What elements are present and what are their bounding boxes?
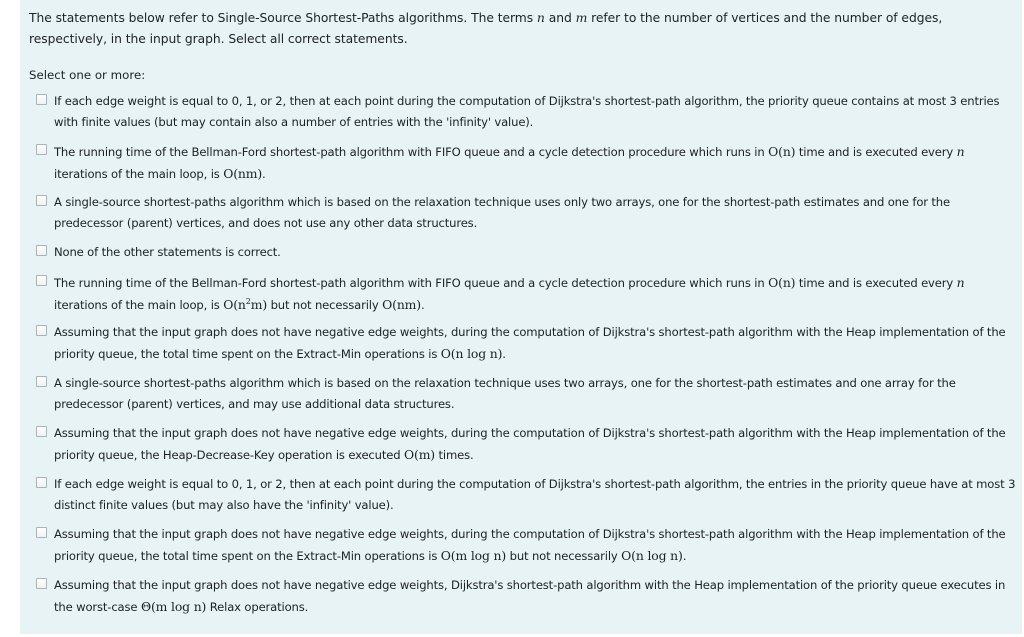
option-7-label[interactable]: A single-source shortest-paths algorithm which is based on the relaxation technique uses two arrays, one for the shortest-path estimates and one array for the predecessor (parent) vertices, and may use additional data structures. — [54, 376, 956, 411]
math-expression: O(n log n) — [621, 548, 683, 563]
question-rest: refer to the number of vertices and the number of edges, respectively, in the input graph. Select all correct statements. — [29, 11, 943, 46]
option-6-checkbox[interactable] — [36, 325, 47, 336]
option-10-checkbox[interactable] — [36, 527, 47, 538]
option-7-checkbox[interactable] — [36, 376, 47, 387]
answer-option-9[interactable] — [36, 474, 1016, 516]
question-intro: The statements below refer to Single-Source Shortest-Paths algorithms. The terms — [29, 11, 534, 25]
answer-option-10[interactable] — [36, 524, 1016, 567]
math-expression: O(nm) — [382, 297, 421, 312]
math-expression: O(m log n) — [440, 548, 507, 563]
math-expression: Θ(m log n) — [140, 599, 207, 614]
variable-n: n — [536, 10, 545, 25]
math-expression: O(n) — [768, 144, 796, 159]
answer-option-4[interactable] — [36, 242, 1016, 263]
select-prompt: Select one or more: — [29, 68, 146, 82]
math-expression: O(nm) — [223, 166, 263, 181]
answer-option-11[interactable] — [36, 575, 1016, 618]
option-3-label[interactable]: A single-source shortest-paths algorithm which is based on the relaxation technique uses only two arrays, one for the shortest-path estimates and one for the predecessor (parent) vertices, and does not use any other data structures. — [54, 195, 950, 230]
option-11-label[interactable]: Assuming that the input graph does not have negative edge weights, Dijkstra's shortest-path algorithm with the Heap implementation of the priority queue executes in the worst-case Θ(m log n) Relax operations. — [54, 578, 1006, 614]
option-9-label[interactable]: If each edge weight is equal to 0, 1, or 2, then at each point during the computation of Dijkstra's shortest-path algorithm, the entries in the priority queue have at most 3 distinct finite values (but may also have the 'infinity' value). — [54, 477, 1016, 512]
option-1-label[interactable]: If each edge weight is equal to 0, 1, or 2, then at each point during the computation of Dijkstra's shortest-path algorithm, the priority queue contains at most 3 entries with finite values (but may contain also a number of entries with the 'infinity' value). — [54, 94, 1000, 129]
option-2-checkbox[interactable] — [36, 144, 47, 155]
option-11-checkbox[interactable] — [36, 578, 47, 589]
answer-option-6[interactable] — [36, 322, 1016, 365]
option-10-label[interactable]: Assuming that the input graph does not have negative edge weights, during the computation of Dijkstra's shortest-path algorithm with the Heap implementation of the priority queue, the total time spent on the Extract-Min operations is O(m log n) but not necessarily O(n log n). — [54, 527, 1006, 563]
option-4-label[interactable]: None of the other statements is correct. — [54, 245, 281, 259]
option-3-checkbox[interactable] — [36, 195, 47, 206]
answer-option-1[interactable] — [36, 91, 1016, 133]
option-8-label[interactable]: Assuming that the input graph does not have negative edge weights, during the computation of Dijkstra's shortest-path algorithm with the Heap implementation of the priority queue, the Heap-Decrease-Key operation is executed O(m) times. — [54, 426, 1006, 462]
option-2-label[interactable]: The running time of the Bellman-Ford shortest-path algorithm with FIFO queue and a cycle detection procedure which runs in O(n) time and is executed every n iterations of the main loop, is O(nm). — [54, 144, 965, 181]
question-text — [29, 8, 1014, 49]
answer-option-8[interactable] — [36, 423, 1016, 466]
math-expression: n — [956, 275, 965, 290]
math-expression: O(n) — [768, 275, 796, 290]
answer-option-3[interactable] — [36, 192, 1016, 234]
answer-option-2[interactable] — [36, 141, 1016, 185]
option-5-label[interactable]: The running time of the Bellman-Ford shortest-path algorithm with FIFO queue and a cycle detection procedure which runs in O(n) time and is executed every n iterations of the main loop, is $O(n^2m)$ but not necessarily O(nm). — [54, 275, 965, 312]
option-1-checkbox[interactable] — [36, 94, 47, 105]
answer-option-7[interactable] — [36, 373, 1016, 415]
option-4-checkbox[interactable] — [36, 245, 47, 256]
variable-m: m — [575, 10, 588, 25]
option-9-checkbox[interactable] — [36, 477, 47, 488]
option-6-label[interactable]: Assuming that the input graph does not have negative edge weights, during the computation of Dijkstra's shortest-path algorithm with the Heap implementation of the priority queue, the total time spent on the Extract-Min operations is O(n log n). — [54, 325, 1006, 361]
option-8-checkbox[interactable] — [36, 426, 47, 437]
math-expression: n — [956, 144, 965, 159]
math-expression: $O(n^2m)$ — [223, 296, 268, 312]
math-expression: O(m) — [404, 447, 435, 462]
question-card — [20, 0, 1022, 634]
question-and: and — [548, 11, 572, 25]
answer-option-5[interactable] — [36, 272, 1016, 316]
option-5-checkbox[interactable] — [36, 275, 47, 286]
math-expression: O(n log n) — [440, 346, 503, 361]
